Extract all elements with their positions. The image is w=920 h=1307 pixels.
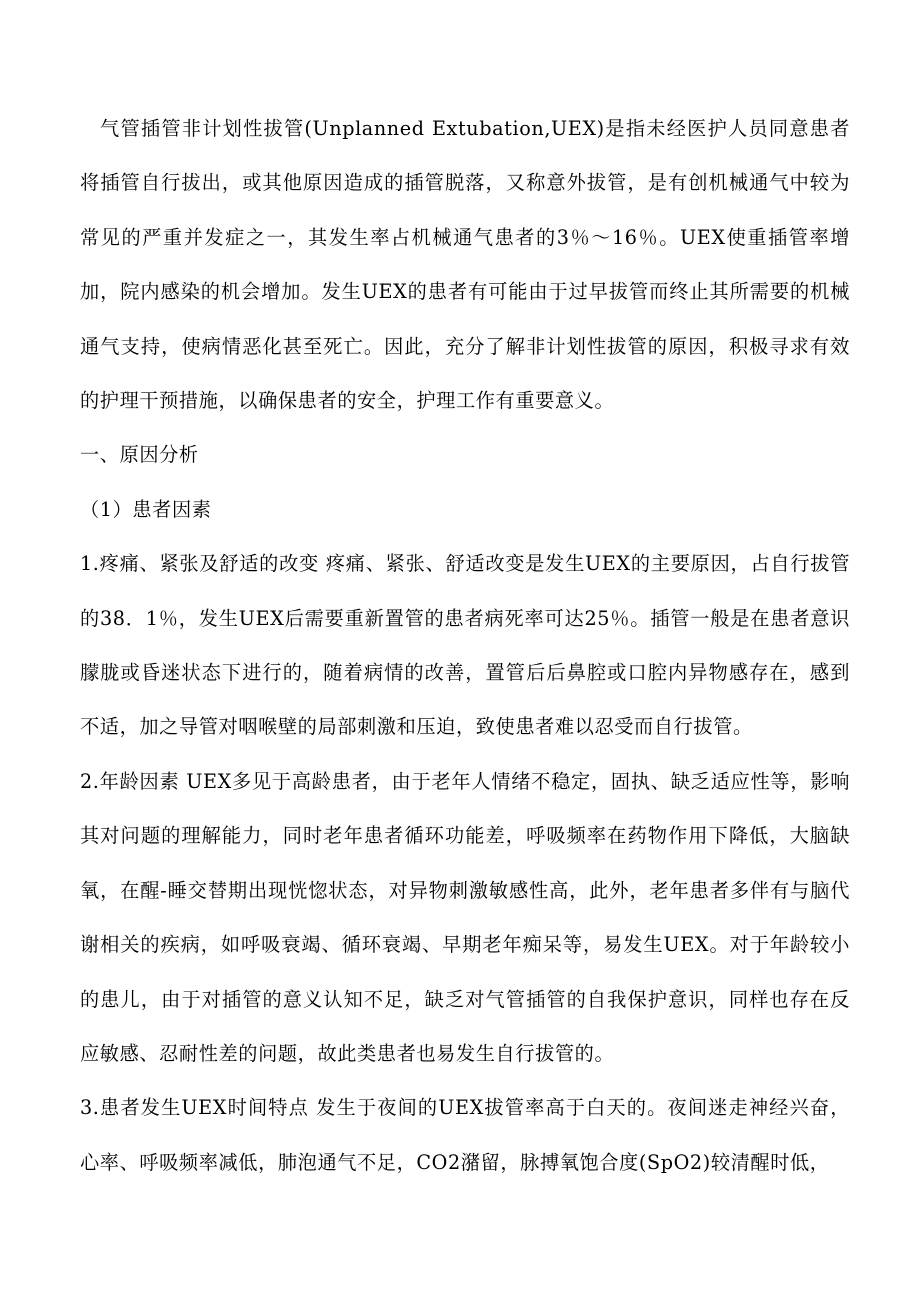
paragraph-time-factor: 3.患者发生UEX时间特点 发生于夜间的UEX拔管率高于白天的。夜间迷走神经兴奋，心率、呼吸频率减低，肺泡通气不足，CO2潴留，脉搏氧饱合度(SpO2)较清醒时低，: [80, 1096, 850, 1174]
section-heading: 一、原因分析: [80, 443, 199, 467]
paragraph-pain-factor: 1.疼痛、紧张及舒适的改变 疼痛、紧张、舒适改变是发生UEX的主要原因，占自行拔管的38．1％，发生UEX后需要重新置管的患者病死率可达25％。插管一般是在患者意识朦胧或昏迷状态下进行的，随着病情的改善，置管后后鼻腔或口腔内异物感存在，感到不适，加之导管对咽喉壁的局部刺激和压迫，致使患者难以忍受而自行拔管。: [80, 552, 850, 739]
subsection-heading: （1）患者因素: [80, 497, 212, 521]
intro-paragraph: 气管插管非计划性拔管(Unplanned Extubation,UEX)是指未经医护人员同意患者将插管自行拔出，或其他原因造成的插管脱落，又称意外拔管，是有创机械通气中较为常见的严重并发症之一，其发生率占机械通气患者的3％～16％。UEX使重插管率增加，院内感染的机会增加。发生UEX的患者有可能由于过早拔管而终止其所需要的机械通气支持，使病情恶化甚至死亡。因此，充分了解非计划性拔管的原因，积极寻求有效的护理干预措施，以确保患者的安全，护理工作有重要意义。: [80, 117, 850, 413]
document-page: [80, 102, 850, 1190]
paragraph-age-factor: 2.年龄因素 UEX多见于高龄患者，由于老年人情绪不稳定，固执、缺乏适应性等，影响其对问题的理解能力，同时老年患者循环功能差，呼吸频率在药物作用下降低，大脑缺氧，在醒-睡交替期出现恍惚状态，对异物刺激敏感性高，此外，老年患者多伴有与脑代谢相关的疾病，如呼吸衰竭、循环衰竭、早期老年痴呆等，易发生UEX。对于年龄较小的患儿，由于对插管的意义认知不足，缺乏对气管插管的自我保护意识，同样也存在反应敏感、忍耐性差的问题，故此类患者也易发生自行拔管的。: [80, 769, 850, 1065]
